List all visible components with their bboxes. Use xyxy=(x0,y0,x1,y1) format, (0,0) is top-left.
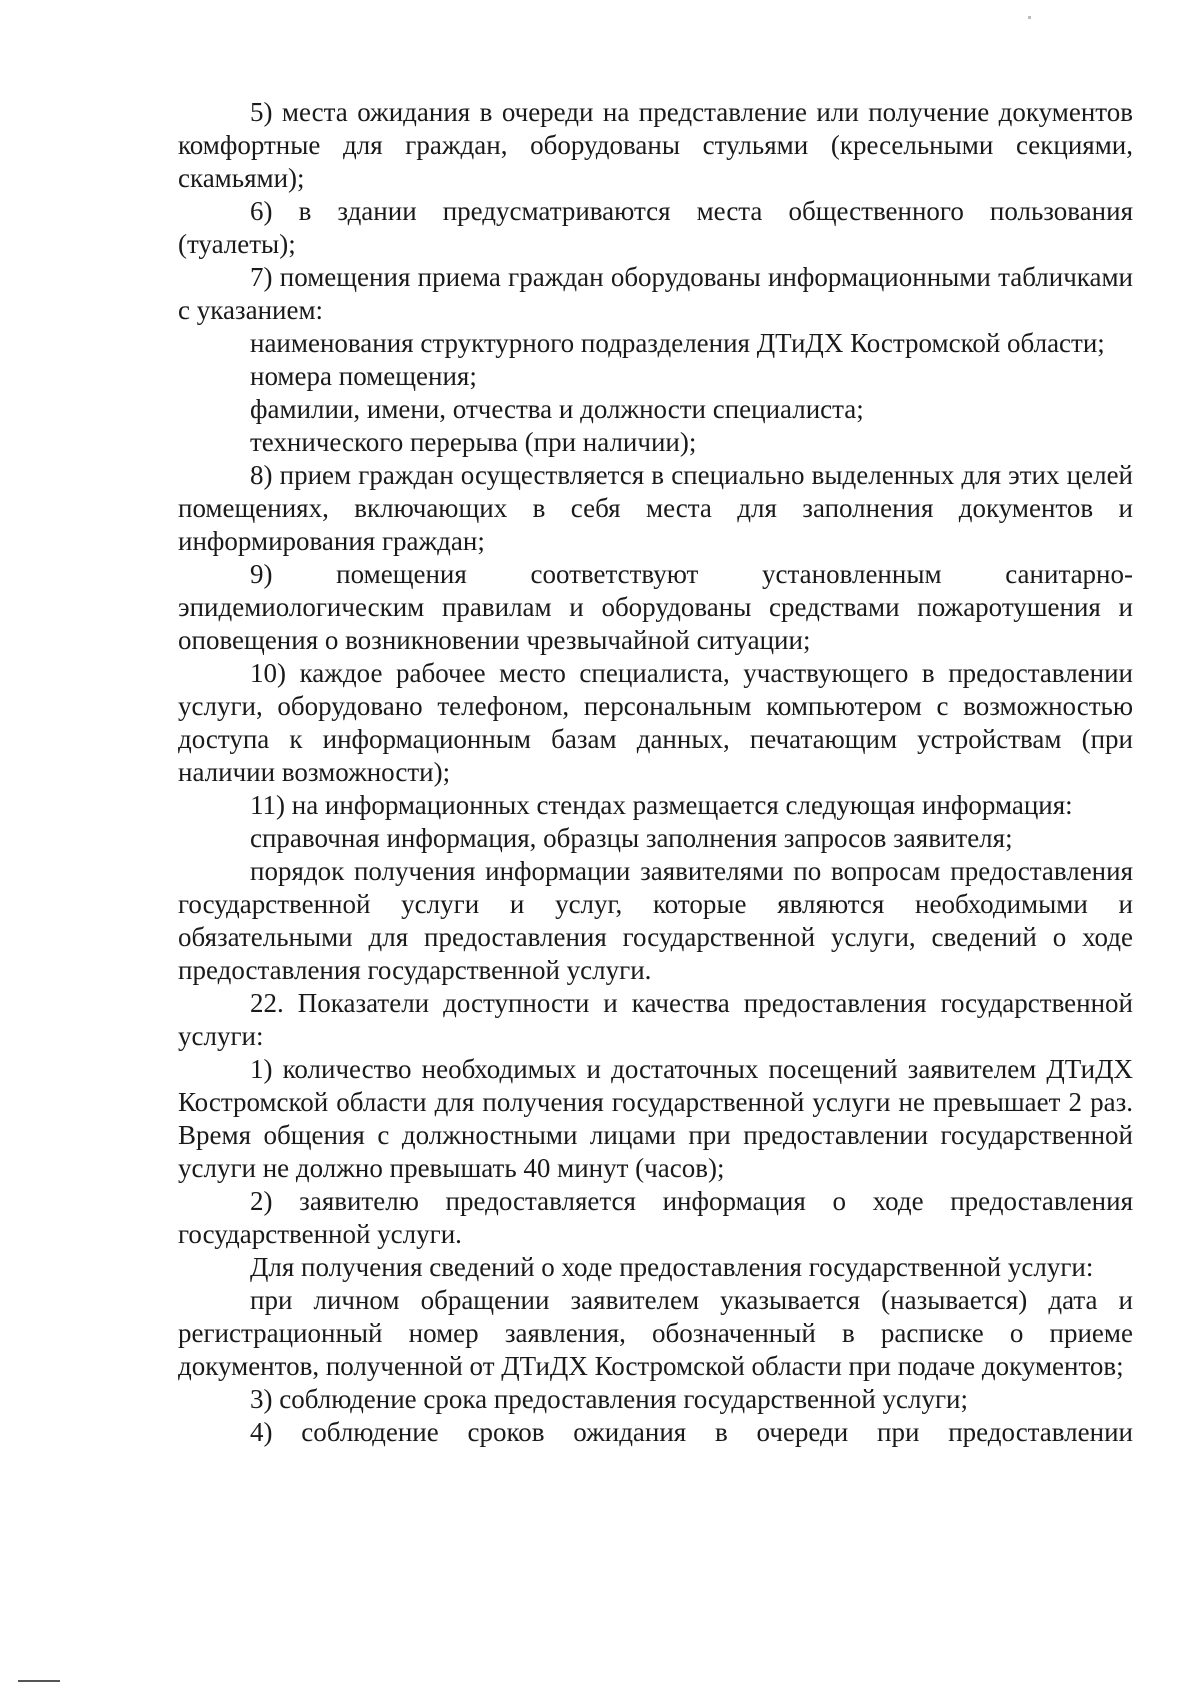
paragraph-section-22-indicators: 22. Показатели доступности и качества предоставления государственной услуги: xyxy=(178,988,1133,1051)
paragraph-item-7-info-plates: 7) помещения приема граждан оборудованы информационными табличками с указанием: xyxy=(178,262,1133,325)
paragraph-item-10-workplace-equipment: 10) каждое рабочее место специалиста, участвующего в предоставлении услуги, оборудовано телефоном, персональным компьютером с возможностью доступа к информационным базам данных, печатающим устройствам (при наличии возможности); xyxy=(178,658,1133,787)
paragraph-indicator-1-visits: 1) количество необходимых и достаточных посещений заявителем ДТиДХ Костромской области для получения государственной услуги не превышает 2 раз. Время общения с должностными лицами при предоставлении государственной услуги не должно превышать 40 минут (часов); xyxy=(178,1054,1133,1183)
paragraph-item-5-waiting-areas: 5) места ожидания в очереди на представление или получение документов комфортные для граждан, оборудованы стульями (кресельными секциями, скамьями); xyxy=(178,97,1133,193)
paragraph-item-9-sanitary-rules: 9) помещения соответствуют установленным санитарно-эпидемиологическим правилам и оборудованы средствами пожаротушения и оповещения о возникновении чрезвычайной ситуации; xyxy=(178,559,1133,655)
scan-artifact-dot xyxy=(1028,16,1031,19)
paragraph-indicator-2-progress-info: 2) заявителю предоставляется информация о ходе предоставления государственной услуги. xyxy=(178,1186,1133,1249)
paragraph-item-11-info-stands: 11) на информационных стендах размещается следующая информация: xyxy=(250,790,1073,820)
paragraph-plate-break: технического перерыва (при наличии); xyxy=(250,427,697,457)
paragraph-stand-procedure: порядок получения информации заявителями по вопросам предоставления государственной услуги и услуг, которые являются необходимыми и обязательными для предоставления государственной услуги, сведений о ходе предоставления государственной услуги. xyxy=(178,856,1133,985)
paragraph-progress-info-in-person: при личном обращении заявителем указывается (называется) дата и регистрационный номер заявления, обозначенный в расписке о приеме документов, полученной от ДТиДХ Костромской области при подаче документов; xyxy=(178,1285,1133,1381)
paragraph-indicator-3-deadline: 3) соблюдение срока предоставления государственной услуги; xyxy=(250,1384,969,1414)
paragraph-plate-room-number: номера помещения; xyxy=(250,361,477,391)
paragraph-plate-department-name: наименования структурного подразделения ДТиДХ Костромской области; xyxy=(250,328,1105,358)
document-body xyxy=(178,96,1133,1449)
paragraph-progress-info-intro: Для получения сведений о ходе предоставления государственной услуги: xyxy=(250,1252,1094,1282)
paragraph-indicator-4-queue: 4) соблюдение сроков ожидания в очереди при предоставлении xyxy=(250,1417,1133,1447)
paragraph-item-6-public-facilities: 6) в здании предусматриваются места общественного пользования (туалеты); xyxy=(178,196,1133,259)
paragraph-item-8-reception-rooms: 8) прием граждан осуществляется в специально выделенных для этих целей помещениях, включающих в себя места для заполнения документов и информирования граждан; xyxy=(178,460,1133,556)
paragraph-stand-reference-info: справочная информация, образцы заполнения запросов заявителя; xyxy=(250,823,1013,853)
scan-artifact-line xyxy=(18,1680,60,1682)
paragraph-plate-specialist-name: фамилии, имени, отчества и должности специалиста; xyxy=(250,394,864,424)
